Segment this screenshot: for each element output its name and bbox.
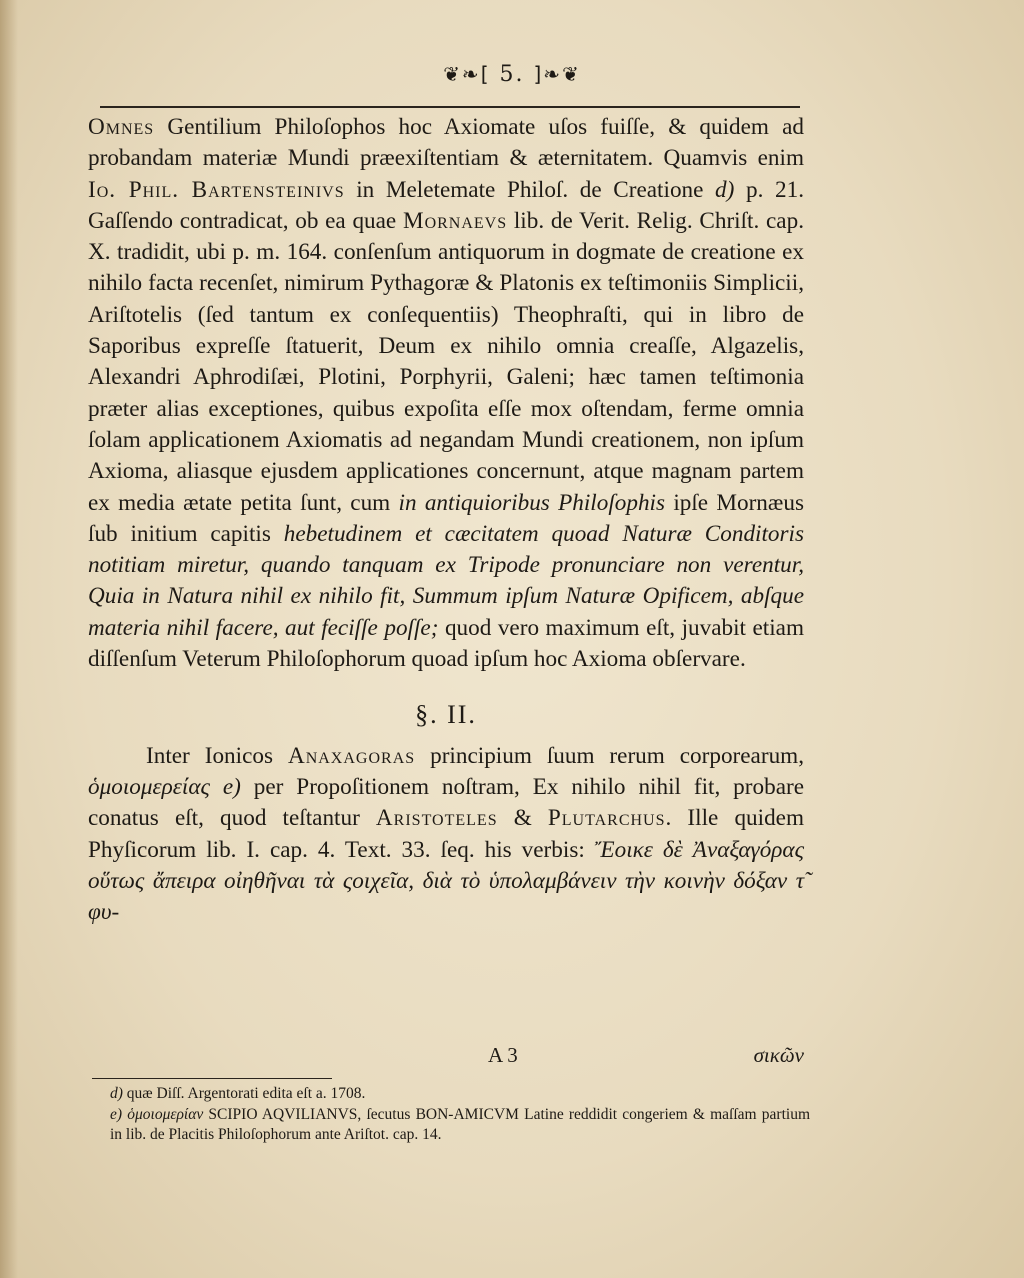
footnote-rule: [92, 1078, 332, 1079]
footnote-text: , ſecutus: [357, 1105, 416, 1123]
greek-quotation: Ἔοικε δὲ Ἀναξαγόρας οὕτως ἄπειρα οἰηθῆναι τὰ ςοιχεῖα, διὰ τὸ ὑπολαμβάνειν τὴν κοινὴν δόξαν τ̃ φυ-: [88, 836, 804, 926]
catchword: σικῶν: [753, 1043, 804, 1067]
author-name: Anaxagoras: [287, 742, 416, 769]
footnote-name: BON-AMICVM: [415, 1105, 519, 1123]
ornament-right: ]❧❦: [533, 62, 581, 86]
paragraph-1: [88, 112, 804, 675]
page-number: 5.: [499, 62, 525, 87]
text-run: . Ille quidem Phyſicorum lib. I. cap. 4. Text. 33. ſeq. his verbis:: [88, 805, 804, 863]
signature-mark: A 3: [488, 1043, 518, 1067]
footnote-d: [110, 1084, 810, 1105]
text-run: principium ſuum rerum corporearum,: [415, 742, 804, 769]
ornament-left: ❦❧[: [443, 62, 491, 86]
lead-word: Omnes: [88, 114, 155, 140]
greek-word: ὁμοιομερείας: [88, 773, 210, 800]
text-run: ipſe Mornæus ſub initium capitis: [88, 489, 804, 547]
footnote-ref-d: d): [715, 176, 735, 203]
italic-quotation: hebetudinem et cæcitatem quoad Naturæ Conditoris notitiam miretur, quando tanquam ex Tripode pronunciare non verentur, Quia in Natura nihil ex nihilo fit, Summum ipſum Naturæ Opificem, abſque materia nihil facere, aut feciſſe poſſe;: [88, 520, 805, 641]
author-name: Mornaevs: [402, 207, 508, 234]
author-name: Plutarchus: [547, 805, 666, 832]
footnote-name: SCIPIO AQVILIANVS: [203, 1105, 358, 1123]
footnotes: [110, 1084, 810, 1146]
greek-word: ὁμοιομερίαν: [127, 1105, 204, 1123]
text-run: &: [497, 805, 548, 832]
footnote-ref-e: e): [222, 773, 241, 800]
text-run: p. 21. Gaſſendo contradicat, ob ea quae: [88, 176, 804, 234]
footnote-e: [110, 1105, 810, 1146]
footnote-marker: e): [110, 1105, 123, 1123]
footnote-text: quæ Diſſ. Argentorati edita eſt a. 1708.: [122, 1085, 366, 1102]
header-rule: [100, 106, 800, 108]
italic-run: in antiquioribus Philoſophis: [398, 489, 666, 516]
footnote-marker: d): [110, 1085, 123, 1102]
running-head: [0, 62, 1024, 87]
text-run: per Propoſitionem noſtram, Ex nihilo nihil fit, probare conatus eſt, quod teſtantur: [88, 773, 804, 832]
text-run: Gentilium Philoſophos hoc Axiomate uſos fuiſſe, & quidem ad probandam materiæ Mundi præexiſtentiam & æternitatem. Quamvis enim: [88, 114, 804, 172]
text-run: Inter Ionicos: [146, 742, 288, 769]
section-heading: §. II.: [415, 700, 477, 730]
author-name: Io. Phil. Bartensteinivs: [88, 176, 345, 203]
main-text: [88, 112, 804, 928]
page-binding-shadow: [0, 0, 18, 1278]
text-run: in Meletemate Philoſ. de Creatione: [344, 176, 716, 203]
footnote-text: Latine reddidit congeriem & maſſam partium in lib. de Placitis Philoſophorum ante Ariſtot. cap. 14.: [110, 1105, 810, 1143]
author-name: Aristoteles: [375, 805, 498, 832]
text-run: quod vero maximum eſt, juvabit etiam diſſenſum Veterum Philoſophorum quoad ipſum hoc Axioma obſervare.: [88, 614, 804, 673]
text-run: lib. de Verit. Relig. Chriſt. cap. X. tradidit, ubi p. m. 164. conſenſum antiquorum in dogmate de creatione ex nihilo facta recenſet, nimirum Pythagoræ & Platonis ex teſtimoniis Simplicii, Ariſtotelis (ſed tantum ex conſequentiis) Theophraſti, qui in libro de Saporibus expreſſe ſtatuerit, Deum ex nihilo omnia creaſſe, Algazelis, Alexandri Aphrodiſæi, Plotini, Porphyrii, Galeni; hæc tamen teſtimonia præter alias exceptiones, quibus expoſita eſſe mox oſtendam, ferme omnia ſolam applicationem Axiomatis ad negandam Mundi creationem, non ipſum Axioma, aliasque ejusdem applicationes concernunt, atque magnam partem ex media ætate petita ſunt, cum: [88, 207, 804, 516]
paragraph-2: [88, 741, 804, 929]
